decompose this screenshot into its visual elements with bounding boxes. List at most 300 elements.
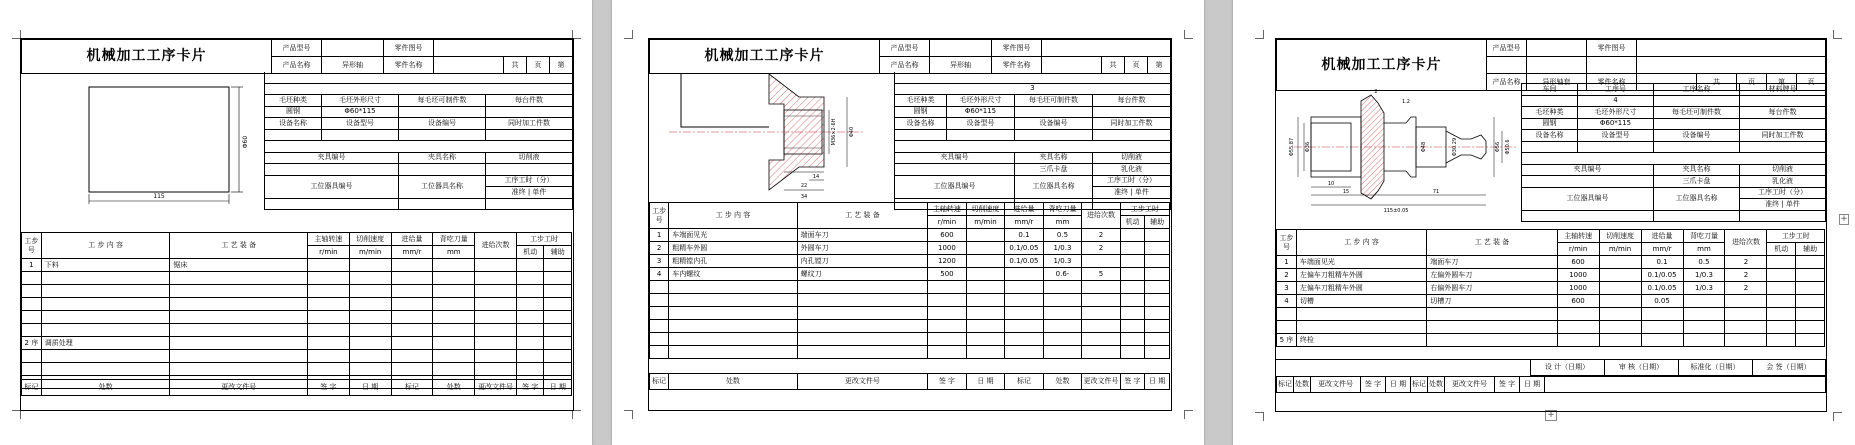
- table-row[interactable]: [1277, 282, 1825, 295]
- blank-size-value[interactable]: Φ60*115: [322, 106, 399, 118]
- machine-time-cell[interactable]: [1120, 242, 1145, 255]
- step-rpm-cell[interactable]: 1200: [928, 255, 967, 268]
- step-depth-cell[interactable]: 0.5: [1043, 229, 1082, 242]
- table-row[interactable]: [22, 272, 572, 285]
- step-no-cell[interactable]: 4: [1277, 295, 1297, 308]
- machine-time-cell[interactable]: [1120, 229, 1145, 242]
- step-speed-cell[interactable]: [966, 242, 1005, 255]
- step-passes-cell[interactable]: 2: [1082, 242, 1121, 255]
- equip-name-value[interactable]: [265, 129, 322, 141]
- equip-no-value[interactable]: [1654, 141, 1740, 153]
- coolant-value[interactable]: 乳化液: [1093, 164, 1171, 176]
- machine-time-cell[interactable]: [1120, 333, 1145, 346]
- step-equip-cell[interactable]: [170, 337, 308, 350]
- step-speed-cell[interactable]: [966, 333, 1005, 346]
- aux-time-cell[interactable]: [544, 311, 572, 324]
- step-no-cell[interactable]: 2 序: [22, 337, 42, 350]
- step-content-cell[interactable]: [669, 320, 797, 333]
- step-speed-cell[interactable]: [349, 363, 391, 376]
- step-passes-cell[interactable]: [1725, 334, 1767, 347]
- step-feed-cell[interactable]: [1005, 268, 1044, 281]
- step-feed-cell[interactable]: 0.1/0.05: [1005, 255, 1044, 268]
- step-speed-cell[interactable]: [349, 324, 391, 337]
- mat-grade-value[interactable]: [1740, 95, 1826, 107]
- fixture-note[interactable]: 三爪卡盘: [1654, 176, 1740, 188]
- step-speed-cell[interactable]: [1599, 308, 1641, 321]
- machine-time-cell[interactable]: [516, 298, 544, 311]
- machine-time-cell[interactable]: [516, 363, 544, 376]
- aux-time-cell[interactable]: [1796, 269, 1825, 282]
- step-rpm-cell[interactable]: [307, 285, 349, 298]
- blank-size-value[interactable]: Φ60*115: [947, 106, 1015, 118]
- step-depth-cell[interactable]: [433, 298, 475, 311]
- step-feed-cell[interactable]: 0.1: [1641, 256, 1683, 269]
- part-drawing-value[interactable]: [1637, 40, 1826, 57]
- step-content-cell[interactable]: [41, 350, 170, 363]
- aux-time-cell[interactable]: [1145, 268, 1170, 281]
- step-content-cell[interactable]: 左偏车刀粗精车外圆: [1296, 269, 1426, 282]
- step-rpm-cell[interactable]: [1557, 334, 1599, 347]
- step-speed-cell[interactable]: [966, 281, 1005, 294]
- table-row[interactable]: [1277, 321, 1825, 334]
- step-rpm-cell[interactable]: [307, 259, 349, 272]
- step-content-cell[interactable]: [41, 272, 170, 285]
- step-feed-cell[interactable]: 0.1/0.05: [1641, 269, 1683, 282]
- step-no-cell[interactable]: 2: [1277, 269, 1297, 282]
- step-rpm-cell[interactable]: 1000: [928, 242, 967, 255]
- step-passes-cell[interactable]: 5: [1082, 268, 1121, 281]
- step-feed-cell[interactable]: [1641, 321, 1683, 334]
- table-row[interactable]: [22, 324, 572, 337]
- machine-time-cell[interactable]: [1120, 281, 1145, 294]
- step-passes-cell[interactable]: [1082, 346, 1121, 359]
- proc-name-value[interactable]: [1654, 95, 1740, 107]
- product-model-value[interactable]: [930, 40, 992, 57]
- fixture-no-value[interactable]: [895, 164, 1015, 176]
- parallel-value[interactable]: [1093, 129, 1171, 141]
- step-passes-cell[interactable]: [1082, 307, 1121, 320]
- step-rpm-cell[interactable]: 600: [1557, 295, 1599, 308]
- step-content-cell[interactable]: 车端面见光: [669, 229, 797, 242]
- step-no-cell[interactable]: [22, 324, 42, 337]
- step-speed-cell[interactable]: [966, 320, 1005, 333]
- coolant-value[interactable]: 乳化液: [1740, 176, 1826, 188]
- step-depth-cell[interactable]: [1683, 321, 1725, 334]
- step-rpm-cell[interactable]: [928, 294, 967, 307]
- table-row[interactable]: [22, 350, 572, 363]
- step-equip-cell[interactable]: [797, 281, 928, 294]
- step-speed-cell[interactable]: [349, 350, 391, 363]
- fixture-name-value[interactable]: [399, 164, 486, 176]
- step-feed-cell[interactable]: [391, 259, 433, 272]
- product-name-value[interactable]: 异形轴套: [1527, 74, 1587, 91]
- table-row[interactable]: [22, 259, 572, 272]
- table-row[interactable]: [650, 242, 1170, 255]
- step-feed-cell[interactable]: 0.1: [1005, 229, 1044, 242]
- step-equip-cell[interactable]: [797, 346, 928, 359]
- step-no-cell[interactable]: [1277, 321, 1297, 334]
- step-content-cell[interactable]: [41, 285, 170, 298]
- step-speed-cell[interactable]: [1599, 269, 1641, 282]
- aux-time-cell[interactable]: [544, 324, 572, 337]
- equip-model-value[interactable]: [1578, 141, 1654, 153]
- step-speed-cell[interactable]: [966, 229, 1005, 242]
- step-equip-cell[interactable]: [170, 285, 308, 298]
- step-rpm-cell[interactable]: [1557, 321, 1599, 334]
- step-no-cell[interactable]: [22, 285, 42, 298]
- step-content-cell[interactable]: [669, 333, 797, 346]
- parallel-value[interactable]: [486, 129, 573, 141]
- step-feed-cell[interactable]: [1005, 346, 1044, 359]
- step-equip-cell[interactable]: [797, 307, 928, 320]
- step-no-cell[interactable]: 3: [1277, 282, 1297, 295]
- step-no-cell[interactable]: 3: [650, 255, 669, 268]
- machine-time-cell[interactable]: [516, 259, 544, 272]
- blank-count-value[interactable]: [1654, 118, 1740, 130]
- table-row[interactable]: [1277, 295, 1825, 308]
- step-no-cell[interactable]: 1: [1277, 256, 1297, 269]
- material-value[interactable]: 圆钢: [1522, 118, 1578, 130]
- machine-time-cell[interactable]: [1767, 321, 1796, 334]
- step-rpm-cell[interactable]: 500: [928, 268, 967, 281]
- step-depth-cell[interactable]: 0.5: [1683, 256, 1725, 269]
- per-unit-value[interactable]: [1093, 106, 1171, 118]
- machine-time-cell[interactable]: [1767, 269, 1796, 282]
- step-speed-cell[interactable]: [349, 298, 391, 311]
- step-passes-cell[interactable]: [1725, 308, 1767, 321]
- step-feed-cell[interactable]: [391, 363, 433, 376]
- expand-handle[interactable]: +: [1545, 410, 1557, 421]
- step-passes-cell[interactable]: [1082, 255, 1121, 268]
- aux-time-cell[interactable]: [1145, 229, 1170, 242]
- step-speed-cell[interactable]: [1599, 256, 1641, 269]
- step-content-cell[interactable]: 粗精车外圆: [669, 242, 797, 255]
- step-equip-cell[interactable]: [1427, 334, 1557, 347]
- step-rpm-cell[interactable]: 600: [928, 229, 967, 242]
- step-no-cell[interactable]: 2: [650, 242, 669, 255]
- step-feed-cell[interactable]: [391, 324, 433, 337]
- machine-time-cell[interactable]: [516, 311, 544, 324]
- machine-time-cell[interactable]: [1120, 346, 1145, 359]
- step-feed-cell[interactable]: [1005, 281, 1044, 294]
- step-depth-cell[interactable]: [433, 285, 475, 298]
- step-passes-cell[interactable]: [475, 298, 517, 311]
- step-feed-cell[interactable]: [391, 285, 433, 298]
- table-row[interactable]: [1277, 256, 1825, 269]
- step-no-cell[interactable]: [22, 311, 42, 324]
- step-equip-cell[interactable]: [797, 294, 928, 307]
- fixture-no-value[interactable]: [1522, 176, 1654, 188]
- step-rpm-cell[interactable]: 1000: [1557, 269, 1599, 282]
- step-rpm-cell[interactable]: [307, 337, 349, 350]
- coolant-value[interactable]: [486, 164, 573, 176]
- step-depth-cell[interactable]: [1043, 294, 1082, 307]
- table-row[interactable]: [650, 320, 1170, 333]
- step-depth-cell[interactable]: 1/0.3: [1683, 269, 1725, 282]
- equip-model-value[interactable]: [947, 129, 1015, 141]
- step-passes-cell[interactable]: 2: [1725, 269, 1767, 282]
- part-name-value[interactable]: [1042, 57, 1102, 74]
- step-rpm-cell[interactable]: [307, 311, 349, 324]
- step-content-cell[interactable]: 粗精镗内孔: [669, 255, 797, 268]
- step-equip-cell[interactable]: 右偏外圆车刀: [1427, 282, 1557, 295]
- step-passes-cell[interactable]: 2: [1725, 282, 1767, 295]
- table-row[interactable]: [650, 229, 1170, 242]
- step-content-cell[interactable]: [41, 298, 170, 311]
- step-speed-cell[interactable]: [1599, 321, 1641, 334]
- step-depth-cell[interactable]: [1683, 295, 1725, 308]
- blank-count-value[interactable]: [399, 106, 486, 118]
- aux-time-cell[interactable]: [1145, 346, 1170, 359]
- step-content-cell[interactable]: 下料: [41, 259, 170, 272]
- step-feed-cell[interactable]: 0.05: [1641, 295, 1683, 308]
- step-content-cell[interactable]: [669, 294, 797, 307]
- machine-time-cell[interactable]: [516, 324, 544, 337]
- aux-time-cell[interactable]: [1145, 242, 1170, 255]
- product-model-value[interactable]: [1527, 40, 1587, 57]
- step-feed-cell[interactable]: 0.1/0.05: [1005, 242, 1044, 255]
- machine-time-cell[interactable]: [1767, 334, 1796, 347]
- step-content-cell[interactable]: [41, 324, 170, 337]
- table-row[interactable]: [1277, 308, 1825, 321]
- step-rpm-cell[interactable]: [1557, 308, 1599, 321]
- step-equip-cell[interactable]: [170, 363, 308, 376]
- step-speed-cell[interactable]: [966, 307, 1005, 320]
- aux-time-cell[interactable]: [544, 285, 572, 298]
- material-value[interactable]: 圆钢: [265, 106, 322, 118]
- step-content-cell[interactable]: [41, 363, 170, 376]
- parallel-value[interactable]: [1740, 141, 1826, 153]
- side-expand-handle[interactable]: +: [1840, 214, 1848, 224]
- step-passes-cell[interactable]: [1725, 295, 1767, 308]
- machine-time-cell[interactable]: [1120, 255, 1145, 268]
- aux-time-cell[interactable]: [544, 298, 572, 311]
- table-row[interactable]: [22, 311, 572, 324]
- table-row[interactable]: [650, 346, 1170, 359]
- step-depth-cell[interactable]: [1043, 307, 1082, 320]
- step-equip-cell[interactable]: 外圆车刀: [797, 242, 928, 255]
- step-equip-cell[interactable]: 端面车刀: [797, 229, 928, 242]
- step-rpm-cell[interactable]: [928, 307, 967, 320]
- machine-time-cell[interactable]: [1120, 294, 1145, 307]
- tool-name-value[interactable]: [1654, 210, 1740, 222]
- step-passes-cell[interactable]: [475, 311, 517, 324]
- step-speed-cell[interactable]: [966, 346, 1005, 359]
- machine-time-cell[interactable]: [1767, 295, 1796, 308]
- product-name-value[interactable]: 异形轴: [930, 57, 992, 74]
- tool-no-value[interactable]: [1522, 210, 1654, 222]
- aux-time-cell[interactable]: [544, 259, 572, 272]
- step-feed-cell[interactable]: [1005, 294, 1044, 307]
- machine-time-cell[interactable]: [1767, 256, 1796, 269]
- step-feed-cell[interactable]: [391, 350, 433, 363]
- step-no-cell[interactable]: [650, 294, 669, 307]
- machine-time-cell[interactable]: [516, 337, 544, 350]
- table-row[interactable]: [650, 333, 1170, 346]
- step-passes-cell[interactable]: [1725, 321, 1767, 334]
- step-equip-cell[interactable]: [170, 298, 308, 311]
- table-row[interactable]: [1277, 334, 1825, 347]
- step-content-cell[interactable]: 切槽: [1296, 295, 1426, 308]
- step-rpm-cell[interactable]: [307, 272, 349, 285]
- step-depth-cell[interactable]: 1/0.3: [1043, 255, 1082, 268]
- step-equip-cell[interactable]: [170, 350, 308, 363]
- tool-name-value[interactable]: [399, 198, 486, 210]
- step-rpm-cell[interactable]: 600: [1557, 256, 1599, 269]
- fixture-note[interactable]: 三爪卡盘: [1015, 164, 1093, 176]
- aux-time-cell[interactable]: [1796, 295, 1825, 308]
- step-depth-cell[interactable]: [433, 311, 475, 324]
- fixture-no-value[interactable]: [265, 164, 399, 176]
- step-no-cell[interactable]: [650, 346, 669, 359]
- step-rpm-cell[interactable]: [307, 324, 349, 337]
- step-no-cell[interactable]: [1277, 308, 1297, 321]
- step-content-cell[interactable]: [669, 346, 797, 359]
- machine-time-cell[interactable]: [1120, 268, 1145, 281]
- step-content-cell[interactable]: [669, 281, 797, 294]
- step-depth-cell[interactable]: [1043, 346, 1082, 359]
- part-drawing-value[interactable]: [434, 40, 573, 57]
- step-speed-cell[interactable]: [349, 285, 391, 298]
- blank-count-value[interactable]: [1015, 106, 1093, 118]
- step-rpm-cell[interactable]: [928, 346, 967, 359]
- machine-time-cell[interactable]: [1120, 320, 1145, 333]
- step-rpm-cell[interactable]: [928, 320, 967, 333]
- step-no-cell[interactable]: 4: [650, 268, 669, 281]
- machine-time-cell[interactable]: [1120, 307, 1145, 320]
- aux-time-cell[interactable]: [1145, 281, 1170, 294]
- step-feed-cell[interactable]: [1005, 320, 1044, 333]
- step-no-cell[interactable]: [22, 272, 42, 285]
- table-row[interactable]: [22, 285, 572, 298]
- step-passes-cell[interactable]: [1082, 281, 1121, 294]
- step-equip-cell[interactable]: 内孔镗刀: [797, 255, 928, 268]
- step-equip-cell[interactable]: [170, 272, 308, 285]
- step-speed-cell[interactable]: [966, 268, 1005, 281]
- step-depth-cell[interactable]: [433, 259, 475, 272]
- aux-time-cell[interactable]: [1145, 333, 1170, 346]
- equip-model-value[interactable]: [322, 129, 399, 141]
- per-unit-value[interactable]: [486, 106, 573, 118]
- step-passes-cell[interactable]: [475, 272, 517, 285]
- step-content-cell[interactable]: [1296, 308, 1426, 321]
- step-equip-cell[interactable]: [1427, 321, 1557, 334]
- step-feed-cell[interactable]: [391, 311, 433, 324]
- step-rpm-cell[interactable]: [307, 350, 349, 363]
- step-passes-cell[interactable]: [1082, 320, 1121, 333]
- table-row[interactable]: [650, 281, 1170, 294]
- step-no-cell[interactable]: [650, 333, 669, 346]
- machine-time-cell[interactable]: [1767, 282, 1796, 295]
- aux-time-cell[interactable]: [544, 350, 572, 363]
- step-feed-cell[interactable]: [391, 337, 433, 350]
- step-content-cell[interactable]: 车内螺纹: [669, 268, 797, 281]
- step-feed-cell[interactable]: [1005, 333, 1044, 346]
- step-speed-cell[interactable]: [966, 255, 1005, 268]
- table-row[interactable]: [22, 298, 572, 311]
- step-depth-cell[interactable]: 1/0.3: [1683, 282, 1725, 295]
- step-equip-cell[interactable]: [170, 311, 308, 324]
- machine-time-cell[interactable]: [516, 272, 544, 285]
- step-no-cell[interactable]: [650, 320, 669, 333]
- per-unit-value[interactable]: [1740, 118, 1826, 130]
- step-no-cell[interactable]: [22, 350, 42, 363]
- tool-no-value[interactable]: [265, 198, 399, 210]
- step-depth-cell[interactable]: [433, 337, 475, 350]
- aux-time-cell[interactable]: [1796, 334, 1825, 347]
- step-no-cell[interactable]: [22, 363, 42, 376]
- step-passes-cell[interactable]: [475, 259, 517, 272]
- step-depth-cell[interactable]: [433, 324, 475, 337]
- machine-time-cell[interactable]: [516, 350, 544, 363]
- equip-no-value[interactable]: [399, 129, 486, 141]
- step-no-cell[interactable]: 1: [22, 259, 42, 272]
- blank-size-value[interactable]: Φ60*115: [1578, 118, 1654, 130]
- aux-time-cell[interactable]: [1145, 255, 1170, 268]
- aux-time-cell[interactable]: [544, 363, 572, 376]
- table-row[interactable]: [22, 337, 572, 350]
- step-rpm-cell[interactable]: [307, 363, 349, 376]
- table-row[interactable]: [650, 255, 1170, 268]
- table-row[interactable]: [650, 268, 1170, 281]
- material-value[interactable]: 圆钢: [895, 106, 947, 118]
- equip-name-value[interactable]: [1522, 141, 1578, 153]
- step-speed-cell[interactable]: [349, 337, 391, 350]
- step-content-cell[interactable]: [669, 307, 797, 320]
- step-no-cell[interactable]: 5 序: [1277, 334, 1297, 347]
- work-time-value[interactable]: [486, 198, 573, 210]
- aux-time-cell[interactable]: [1796, 308, 1825, 321]
- step-speed-cell[interactable]: [349, 272, 391, 285]
- seq-value[interactable]: 3: [895, 83, 1171, 95]
- step-passes-cell[interactable]: [475, 363, 517, 376]
- step-feed-cell[interactable]: [391, 272, 433, 285]
- step-passes-cell[interactable]: 2: [1082, 229, 1121, 242]
- step-speed-cell[interactable]: [1599, 334, 1641, 347]
- work-time-value[interactable]: [1740, 210, 1826, 222]
- step-equip-cell[interactable]: [797, 333, 928, 346]
- step-depth-cell[interactable]: [433, 272, 475, 285]
- step-equip-cell[interactable]: [797, 320, 928, 333]
- aux-time-cell[interactable]: [1145, 307, 1170, 320]
- step-equip-cell[interactable]: 锯床: [170, 259, 308, 272]
- aux-time-cell[interactable]: [1145, 320, 1170, 333]
- step-passes-cell[interactable]: 2: [1725, 256, 1767, 269]
- step-equip-cell[interactable]: [1427, 308, 1557, 321]
- step-content-cell[interactable]: 车端面见光: [1296, 256, 1426, 269]
- machine-time-cell[interactable]: [516, 285, 544, 298]
- equip-no-value[interactable]: [1015, 129, 1093, 141]
- step-no-cell[interactable]: [650, 307, 669, 320]
- step-passes-cell[interactable]: [475, 350, 517, 363]
- aux-time-cell[interactable]: [1796, 282, 1825, 295]
- step-content-cell[interactable]: 左偏车刀粗精车外圆: [1296, 282, 1426, 295]
- step-equip-cell[interactable]: [170, 324, 308, 337]
- step-depth-cell[interactable]: [1043, 281, 1082, 294]
- step-depth-cell[interactable]: 0.6-: [1043, 268, 1082, 281]
- step-depth-cell[interactable]: 1/0.3: [1043, 242, 1082, 255]
- step-rpm-cell[interactable]: [928, 281, 967, 294]
- step-rpm-cell[interactable]: [928, 333, 967, 346]
- aux-time-cell[interactable]: [1145, 294, 1170, 307]
- step-equip-cell[interactable]: 螺纹刀: [797, 268, 928, 281]
- step-rpm-cell[interactable]: 1000: [1557, 282, 1599, 295]
- step-speed-cell[interactable]: [1599, 282, 1641, 295]
- step-depth-cell[interactable]: [433, 363, 475, 376]
- seq-value[interactable]: 4: [1578, 95, 1654, 107]
- step-passes-cell[interactable]: [1082, 294, 1121, 307]
- step-depth-cell[interactable]: [433, 350, 475, 363]
